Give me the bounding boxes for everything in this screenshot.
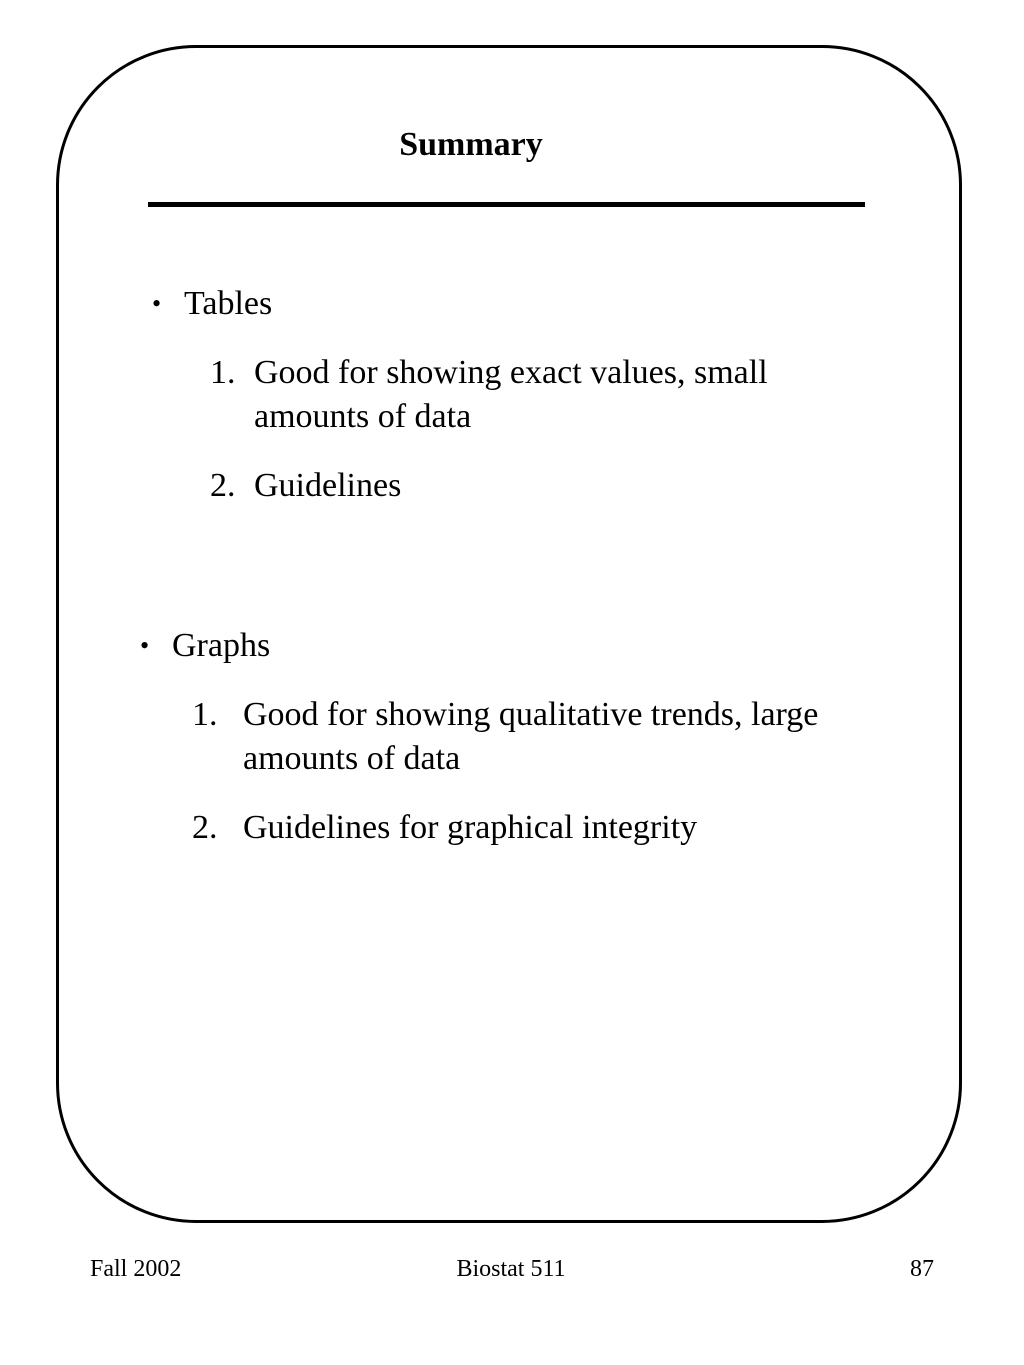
footer-page-number: 87 bbox=[910, 1256, 934, 1282]
list-item-text: Good for showing qualitative trends, large amounts of data bbox=[243, 696, 819, 777]
footer-term: Fall 2002 bbox=[90, 1256, 182, 1282]
slide-title: Summary bbox=[399, 126, 543, 163]
tables-item-2 bbox=[210, 464, 850, 508]
list-marker: 1. bbox=[210, 354, 236, 391]
title-rule bbox=[148, 202, 865, 207]
list-item-text: Guidelines for graphical integrity bbox=[243, 809, 698, 846]
list-item-text: Guidelines bbox=[254, 467, 402, 504]
bullet-marker: • bbox=[152, 289, 162, 318]
graphs-item-2 bbox=[192, 806, 902, 850]
list-marker: 2. bbox=[192, 809, 218, 846]
tables-item-1 bbox=[210, 351, 850, 441]
bullet-marker: • bbox=[140, 631, 150, 660]
list-marker: 2. bbox=[210, 467, 236, 504]
list-marker: 1. bbox=[192, 696, 218, 733]
footer-course: Biostat 511 bbox=[456, 1256, 566, 1282]
section-heading-graphs: Graphs bbox=[172, 627, 271, 664]
section-heading-tables: Tables bbox=[184, 285, 273, 322]
list-item-text: Good for showing exact values, small amounts of data bbox=[254, 354, 768, 435]
graphs-item-1 bbox=[192, 693, 902, 783]
